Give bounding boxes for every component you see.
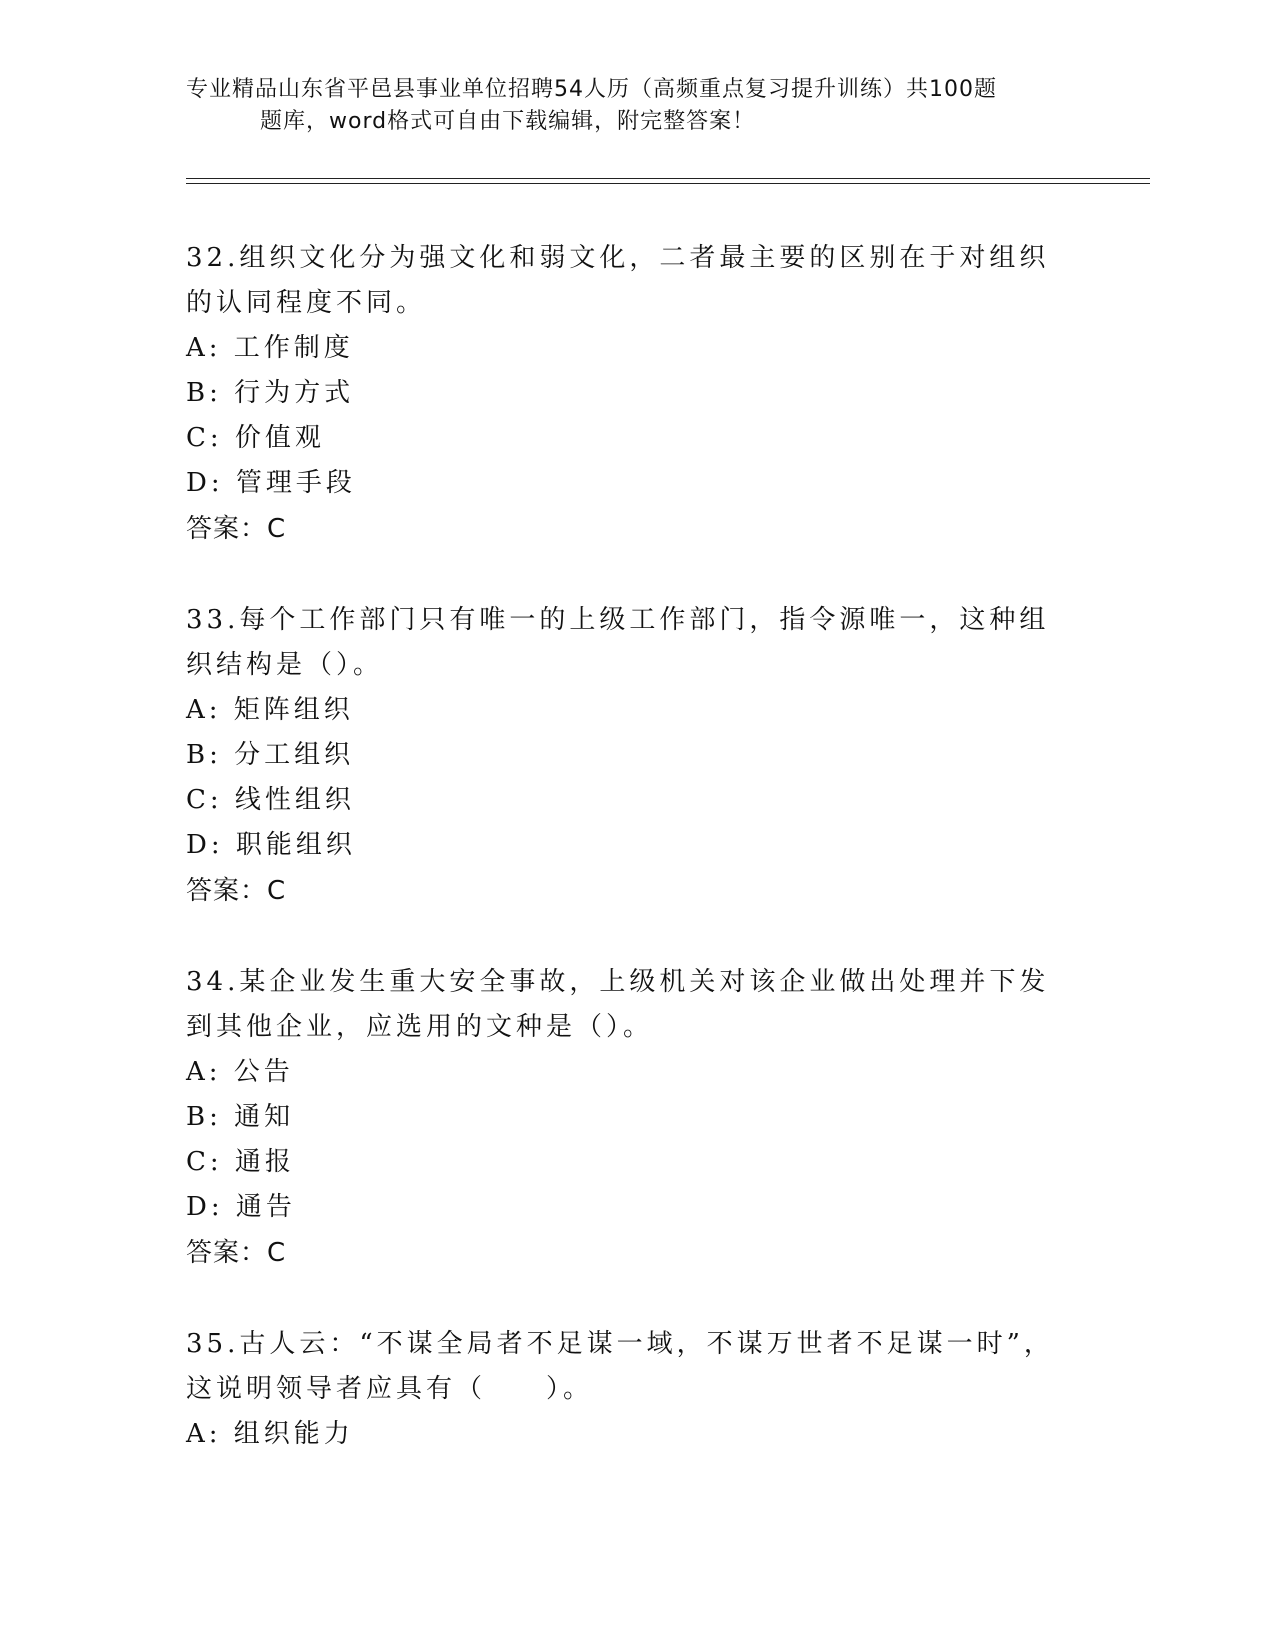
header-title-line-2: 题库，word格式可自由下载编辑，附完整答案！ (260, 109, 756, 134)
option-d: D: 职能组织 (186, 830, 356, 860)
option-d: D: 通告 (186, 1192, 296, 1222)
option-c: C: 通报 (186, 1147, 295, 1177)
answer: 答案：C (186, 1238, 287, 1268)
option-a: A: 矩阵组织 (186, 695, 354, 725)
question-stem: 35.古人云：“不谋全局者不足谋一域，不谋万世者不足谋一时”，这说明领导者应具有（ ）。 (186, 1329, 1054, 1404)
header-divider-top (186, 178, 1150, 179)
option-d: D: 管理手段 (186, 468, 356, 498)
question-stem: 32.组织文化分为强文化和弱文化，二者最主要的区别在于对组织的认同程度不同。 (186, 243, 1050, 318)
header-divider-bottom (186, 183, 1150, 184)
option-a: A: 组织能力 (186, 1419, 354, 1449)
question-34 (186, 960, 1066, 1276)
question-35 (186, 1322, 1066, 1457)
document-header (186, 74, 1066, 138)
answer: 答案：C (186, 876, 287, 906)
answer: 答案：C (186, 514, 287, 544)
option-b: B: 行为方式 (186, 378, 355, 408)
question-33 (186, 598, 1066, 914)
option-a: A: 公告 (186, 1057, 294, 1087)
option-c: C: 价值观 (186, 423, 325, 453)
question-stem: 33.每个工作部门只有唯一的上级工作部门，指令源唯一，这种组织结构是（）。 (186, 605, 1050, 680)
option-b: B: 分工组织 (186, 740, 355, 770)
option-a: A: 工作制度 (186, 333, 354, 363)
option-b: B: 通知 (186, 1102, 295, 1132)
question-32 (186, 236, 1066, 552)
question-stem: 34.某企业发生重大安全事故，上级机关对该企业做出处理并下发到其他企业，应选用的文种是（）。 (186, 967, 1050, 1042)
question-list (186, 236, 1066, 1503)
header-title-line-1: 专业精品山东省平邑县事业单位招聘54人历（高频重点复习提升训练）共100题 (186, 77, 997, 102)
option-c: C: 线性组织 (186, 785, 355, 815)
